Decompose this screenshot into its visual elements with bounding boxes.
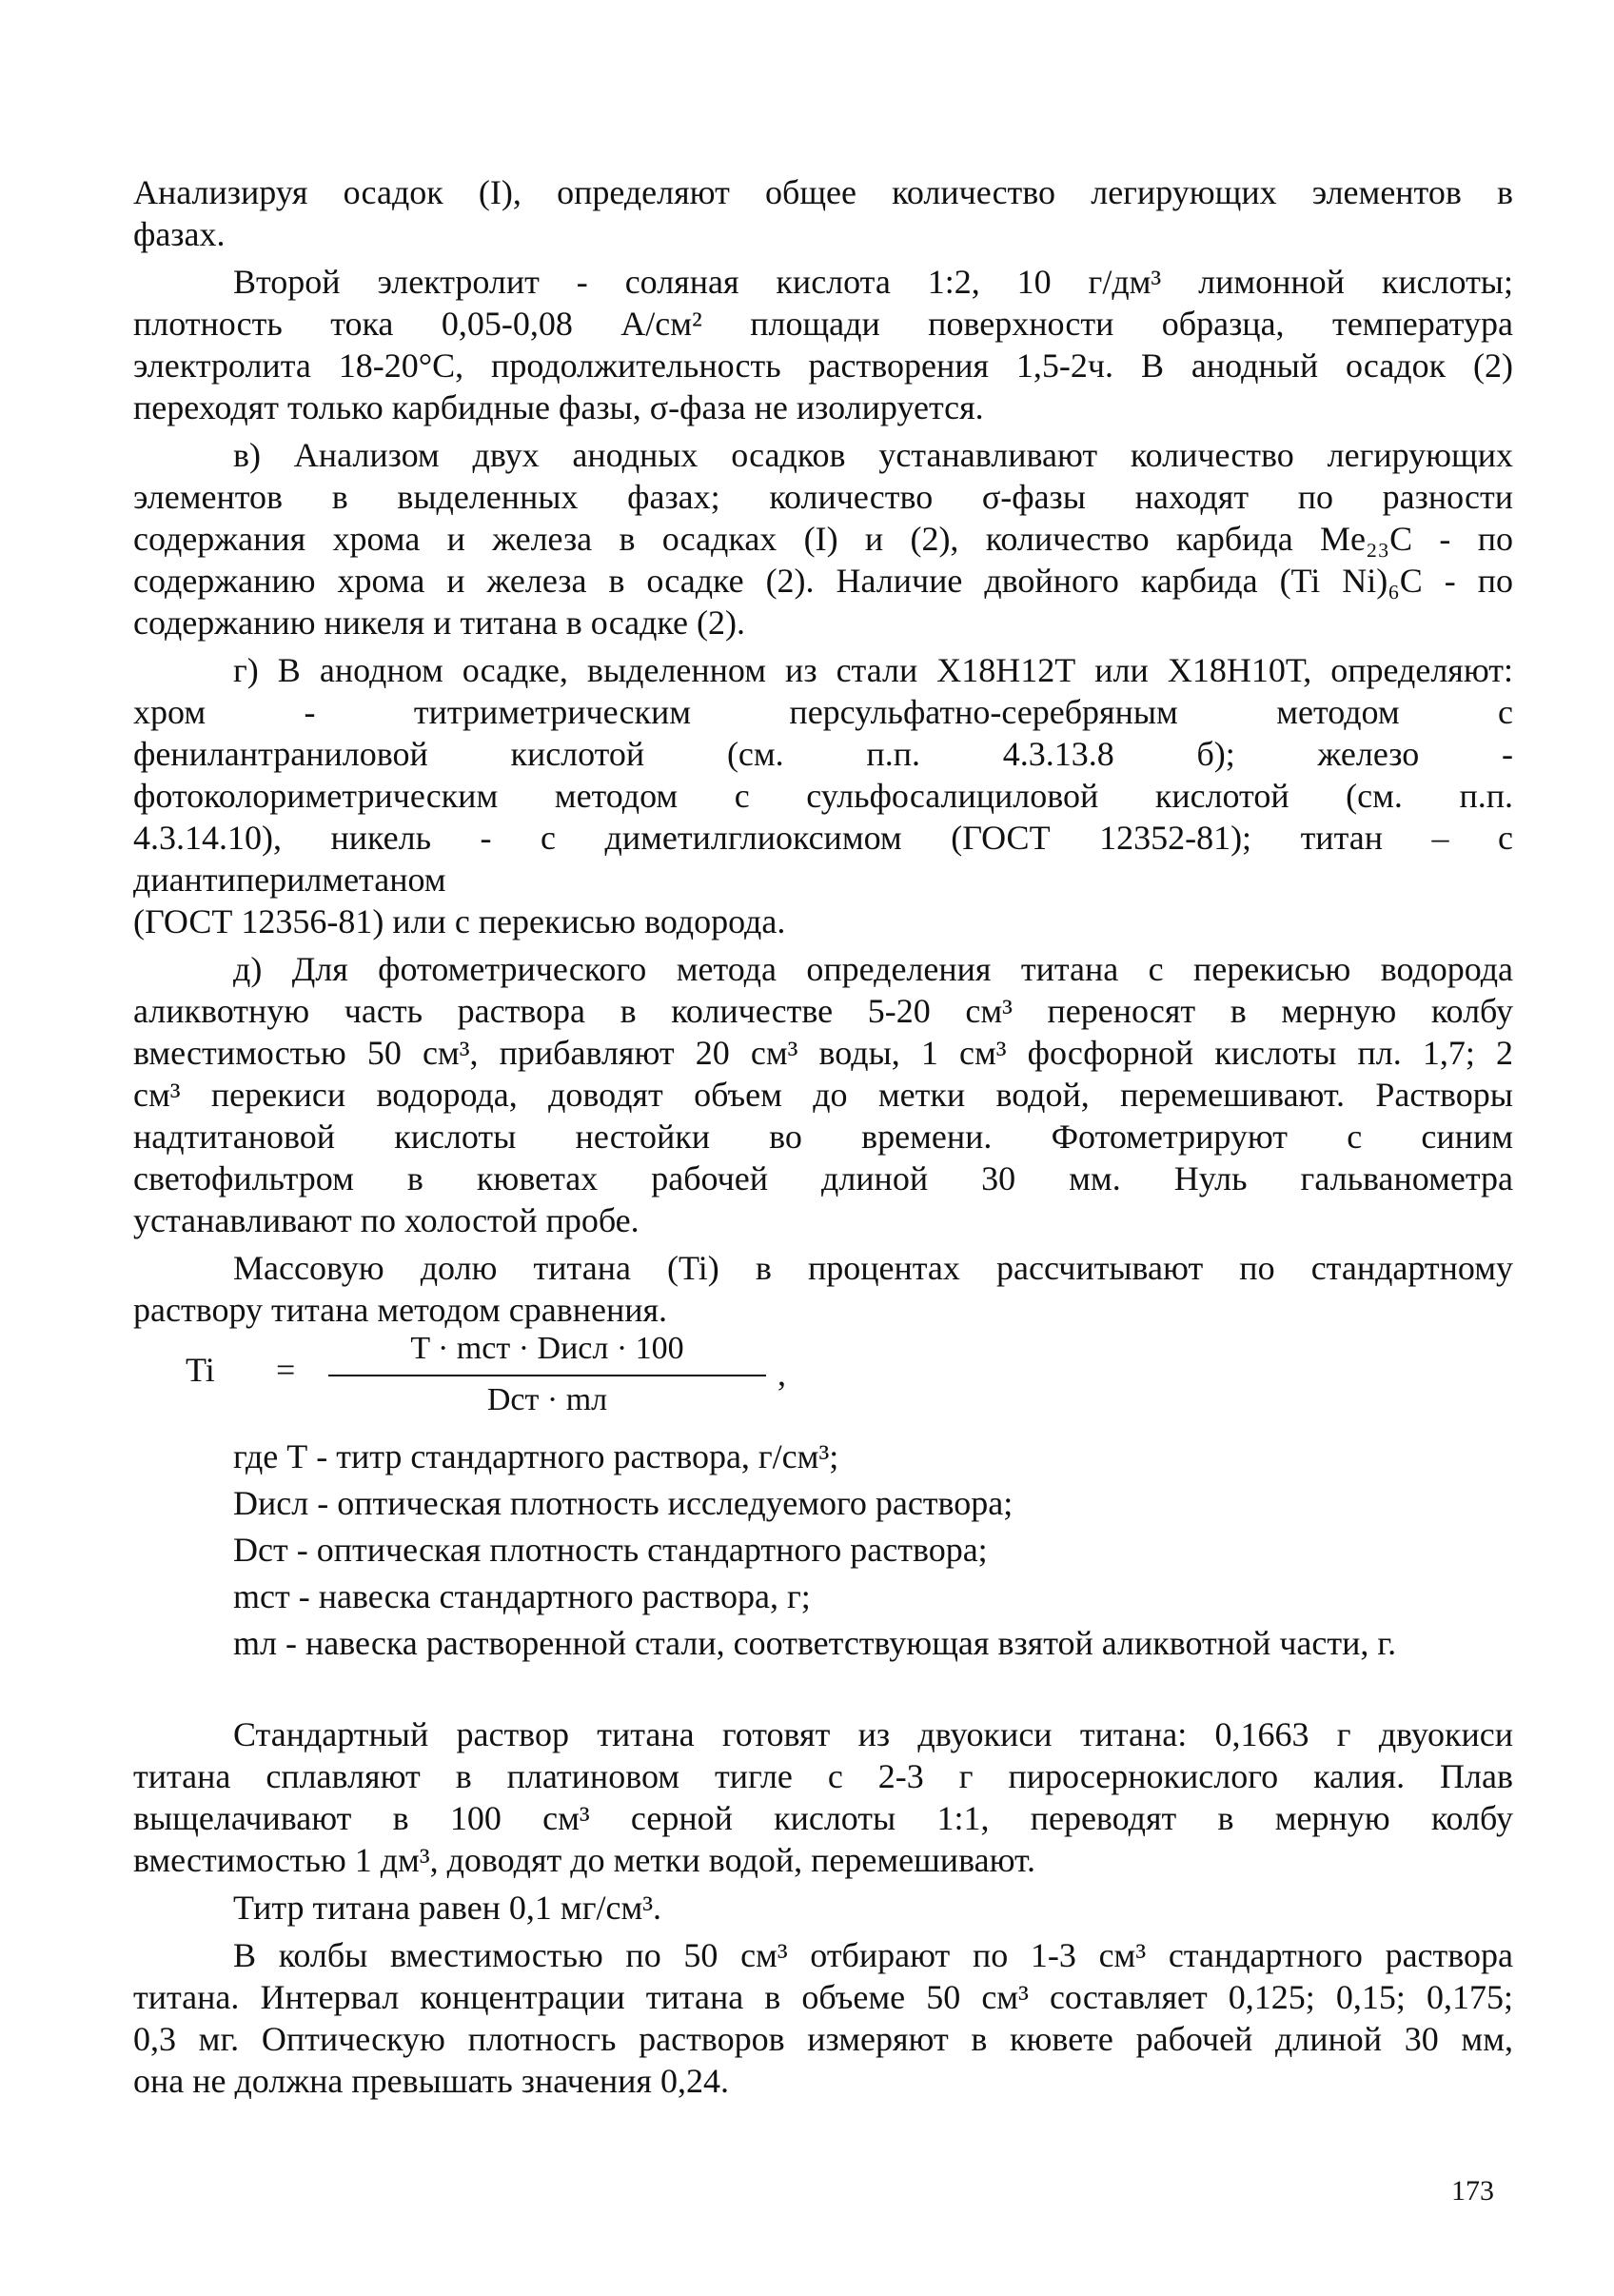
text-line: она не должна превышать значения 0,24.: [133, 2062, 729, 2100]
text-line: Второй электролит - соляная кислота 1:2, 10 г/дм³ лимонной кислоты;: [233, 263, 1513, 301]
text-line: титана. Интервал концентрации титана в объеме 50 см³ составляет 0,125; 0,15; 0,175;: [133, 1978, 1513, 2016]
text-line: раствору титана методом сравнения.: [133, 1291, 668, 1329]
text-line: диантиперилметаном: [133, 861, 446, 899]
page-number: 173: [1451, 2175, 1494, 2207]
text-line: фазах.: [133, 215, 226, 253]
text-line: фотоколориметрическим методом с сульфосалициловой кислотой (см. п.п.: [133, 777, 1513, 815]
text-line: содержанию хрома и железа в осадке (2). Наличие двойного карбида (Ti Ni)₆C - по: [133, 562, 1513, 600]
titanium-formula: [186, 1331, 786, 1426]
text-line: Dисл - оптическая плотность исследуемого раствора;: [233, 1484, 1014, 1522]
text-line: mст - навеска стандартного раствора, г;: [233, 1577, 811, 1615]
text-line: Анализируя осадок (I), определяют общее количество легирующих элементов в: [133, 173, 1513, 211]
text-line: вместимостью 1 дм³, доводят до метки водой, перемешивают.: [133, 1841, 1036, 1879]
text-line: элементов в выделенных фазах; количество σ-фазы находят по разности: [133, 478, 1513, 516]
text-line: Стандартный раствор титана готовят из двуокиси титана: 0,1663 г двуокиси: [233, 1715, 1513, 1753]
text-line: mл - навеска растворенной стали, соответствующая взятой аликвотной части, г.: [233, 1624, 1397, 1662]
text-line: аликвотную часть раствора в количестве 5-20 см³ переносят в мерную колбу: [133, 992, 1513, 1030]
text-line: 4.3.14.10), никель - с диметилглиоксимом (ГОСТ 12352-81); титан – с: [133, 819, 1513, 857]
text-line: выщелачивают в 100 см³ серной кислоты 1:1, переводят в мерную колбу: [133, 1799, 1513, 1837]
formula-numerator: T · mст · Dисл · 100: [410, 1331, 684, 1366]
text-line: устанавливают по холостой пробе.: [133, 1201, 640, 1239]
text-line: Dст - оптическая плотность стандартного раствора;: [233, 1531, 988, 1569]
text-line: (ГОСТ 12356-81) или с перекисью водорода.: [133, 902, 786, 940]
text-line: Массовую долю титана (Ti) в процентах рассчитывают по стандартному: [233, 1249, 1513, 1287]
text-line: светофильтром в кюветах рабочей длиной 30 мм. Нуль гальванометра: [133, 1159, 1513, 1197]
text-line: д) Для фотометрического метода определения титана с перекисью водорода: [233, 950, 1513, 988]
text-line: плотность тока 0,05-0,08 А/см² площади поверхности образца, температура: [133, 305, 1513, 343]
text-line: надтитановой кислоты нестойки во времени. Фотометрируют с синим: [133, 1118, 1513, 1156]
text-line: хром - титриметрическим персульфатно-серебряным методом с: [133, 693, 1513, 731]
formula-comma: ,: [777, 1355, 786, 1393]
text-line: переходят только карбидные фазы, σ-фаза не изолируется.: [133, 388, 984, 426]
text-line: В колбы вместимостью по 50 см³ отбирают по 1-3 см³ стандартного раствора: [233, 1936, 1513, 1974]
text-line: 0,3 мг. Оптическую плотносгь растворов измеряют в кювете рабочей длиной 30 мм,: [133, 2020, 1513, 2058]
text-line: г) В анодном осадке, выделенном из стали Х18Н12Т или Х18Н10Т, определяют:: [233, 651, 1513, 689]
text-line: Титр титана равен 0,1 мг/см³.: [233, 1889, 662, 1927]
text-line: где Т - титр стандартного раствора, г/см³;: [233, 1437, 839, 1475]
text-line: в) Анализом двух анодных осадков устанавливают количество легирующих: [233, 436, 1513, 474]
fraction-bar: [328, 1375, 766, 1376]
text-line: содержания хрома и железа в осадках (I) и (2), количество карбида Me₂₃C - по: [133, 520, 1513, 558]
formula-equals: =: [276, 1351, 296, 1389]
text-line: электролита 18-20°С, продолжительность растворения 1,5-2ч. В анодный осадок (2): [133, 346, 1513, 385]
text-line: см³ перекиси водорода, доводят объем до метки водой, перемешивают. Растворы: [133, 1076, 1513, 1114]
text-line: титана сплавляют в платиновом тигле с 2-3 г пиросернокислого калия. Плав: [133, 1757, 1513, 1795]
text-line: вместимостью 50 см³, прибавляют 20 см³ воды, 1 см³ фосфорной кислоты пл. 1,7; 2: [133, 1034, 1513, 1072]
text-line: содержанию никеля и титана в осадке (2).: [133, 604, 745, 642]
text-line: фенилантраниловой кислотой (см. п.п. 4.3.13.8 б); железо -: [133, 735, 1513, 773]
formula-denominator: Dст · mл: [486, 1382, 608, 1417]
formula-lhs: Ti: [186, 1351, 215, 1389]
